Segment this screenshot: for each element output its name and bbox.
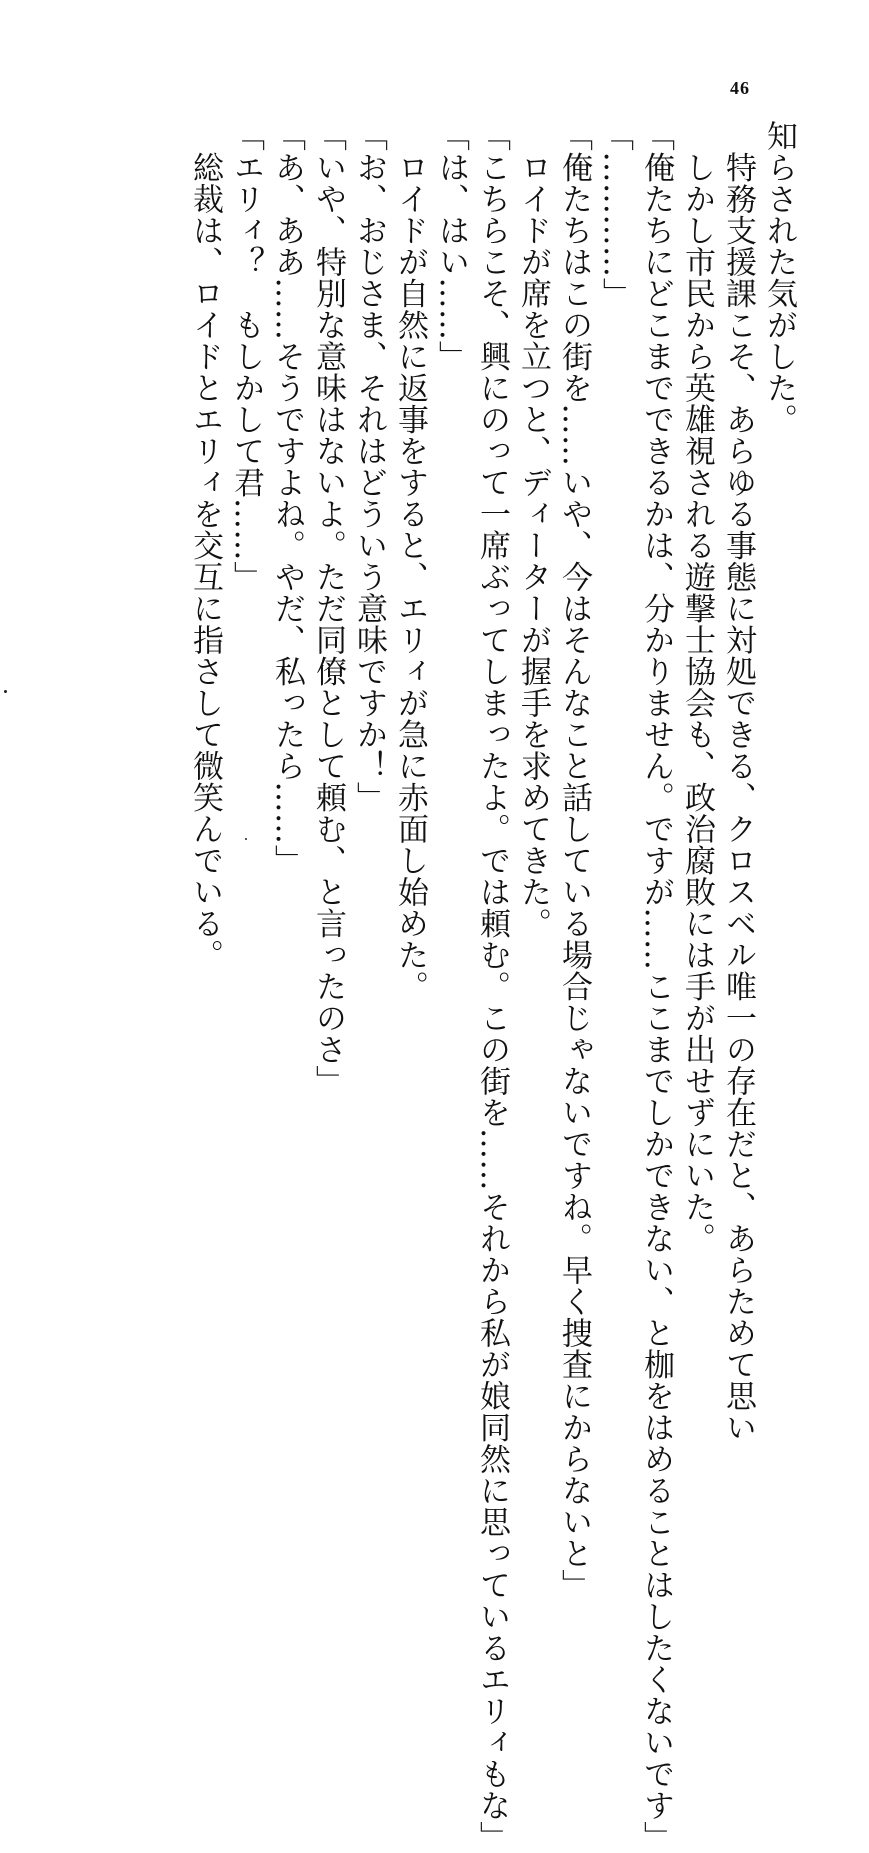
scan-speck (4, 690, 7, 693)
text-line: 「こちらこそ、興にのって一席ぶってしまったよ。では頼む。この街を……それから私が娘同然に思っているエリィもな」 (474, 120, 510, 1853)
text-line: しかし市民から英雄視される遊撃士協会も、政治腐敗には手が出せずにいた。 (679, 120, 715, 1254)
text-line: 「…………」 (597, 120, 633, 309)
text-line: 「俺たちにどこまでできるかは、分かりません。ですが……ここまでしかできない、と枷をはめることはしたくないです」 (638, 120, 674, 1853)
text-line: 「は、はい……」 (433, 120, 469, 372)
text-line: 知らされた気がした。 (761, 120, 797, 435)
body-text (79, 120, 799, 1853)
text-line: 特務支援課こそ、あらゆる事態に対処できる、クロスベル唯一の存在だと、あらためて思い (720, 120, 756, 1443)
scan-speck (245, 838, 247, 840)
text-line: 総裁は、ロイドとエリィを交互に指さして微笑んでいる。 (187, 120, 223, 971)
text-line: 「お、おじさま、それはどういう意味ですか！」 (351, 120, 387, 813)
page-number: 46 (730, 78, 750, 98)
text-line: 「あ、ああ……そうですよね。やだ、私ったら……」 (269, 120, 305, 876)
text-line: ロイドが席を立つと、ディーターが握手を求めてきた。 (515, 120, 551, 939)
text-line: 「いや、特別な意味はないよ。ただ同僚として頼む、と言ったのさ」 (310, 120, 346, 1097)
text-line: 「エリィ？ もしかして君……」 (228, 120, 264, 593)
text-line: 「俺たちはこの街を……いや、今はそんなこと話している場合じゃないですね。早く捜査にからないと」 (556, 120, 592, 1601)
text-line: ロイドが自然に返事をすると、エリィが急に赤面し始めた。 (392, 120, 428, 1002)
